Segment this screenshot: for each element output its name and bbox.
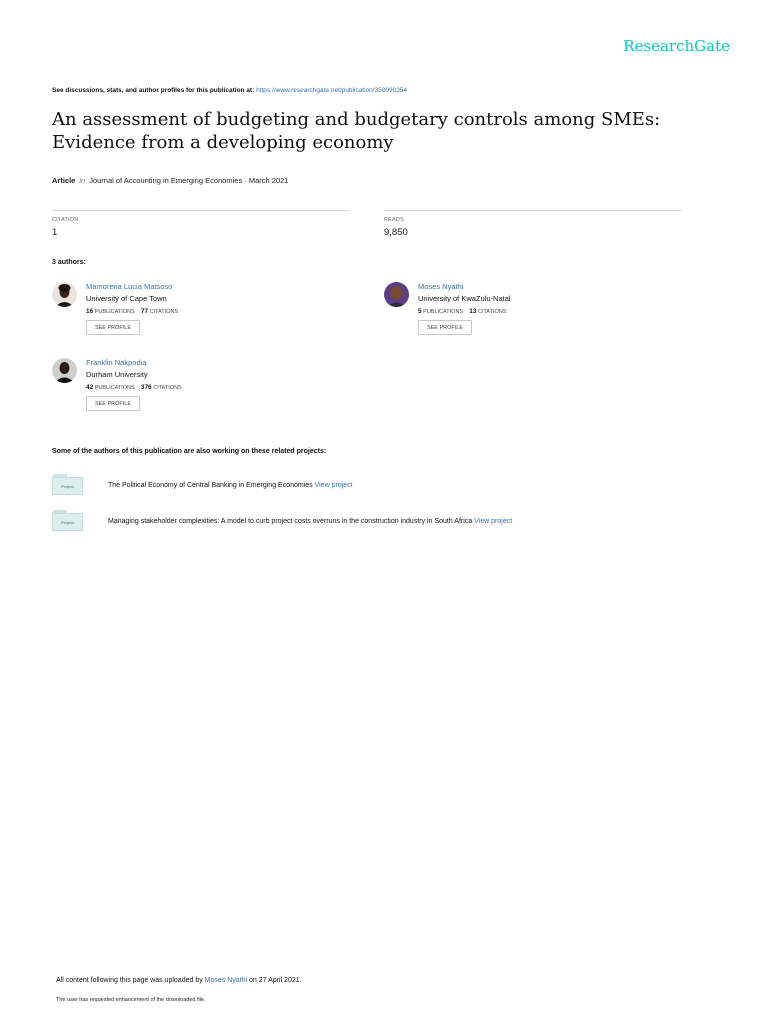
publications-count: 16 — [86, 308, 94, 315]
avatar[interactable] — [52, 282, 77, 307]
project-text — [108, 518, 512, 525]
see-profile-button[interactable]: SEE PROFILE — [418, 320, 472, 335]
project-icon-label: Project — [52, 513, 83, 531]
view-project-link[interactable]: View project — [314, 482, 353, 489]
view-project-link[interactable]: View project — [474, 518, 513, 525]
author-stats — [86, 308, 178, 315]
author-name[interactable]: Moses Nyathi — [418, 282, 464, 291]
project-text — [108, 482, 353, 489]
see-profile-button[interactable]: SEE PROFILE — [86, 320, 140, 335]
uploader-link[interactable]: Moses Nyathi — [204, 977, 248, 984]
author-institution: University of KwaZulu-Natal — [418, 294, 511, 303]
citations-label: CITATIONS — [149, 309, 179, 315]
author-stats — [86, 384, 182, 391]
author-institution: Durham University — [86, 370, 148, 379]
author-name[interactable]: Franklin Nakpodia — [86, 358, 147, 367]
citations-label: CITATIONS — [153, 385, 182, 391]
project-item — [52, 474, 752, 498]
reads-divider — [384, 210, 682, 211]
publications-count: 42 — [86, 384, 94, 391]
uploaded-suffix: on 27 April 2021. — [249, 977, 302, 984]
researchgate-logo[interactable]: ResearchGate — [623, 37, 730, 55]
citations-count: 13 — [469, 308, 477, 315]
avatar[interactable] — [52, 358, 77, 383]
publications-label: PUBLICATIONS — [423, 309, 464, 315]
reads-label: READS — [384, 217, 404, 223]
publication-url-link[interactable]: https://www.researchgate.net/publication/350090354 — [256, 87, 408, 94]
discussion-line — [52, 87, 407, 94]
project-item — [52, 510, 752, 534]
uploaded-prefix: All content following this page was uploaded by — [56, 977, 203, 984]
authors-heading: 3 authors: — [52, 259, 86, 266]
author-card — [384, 282, 684, 352]
citation-divider — [52, 210, 350, 211]
project-title: The Political Economy of Central Banking in Emerging Economies — [108, 482, 313, 489]
avatar[interactable] — [384, 282, 409, 307]
project-icon-label: Project — [52, 477, 83, 495]
publications-label: PUBLICATIONS — [94, 309, 135, 315]
request-note: The user has requested enhancement of the downloaded file. — [56, 997, 206, 1003]
publications-label: PUBLICATIONS — [94, 385, 135, 391]
publication-title: An assessment of budgeting and budgetary controls among SMEs: Evidence from a developing economy — [52, 109, 661, 153]
citations-count: 376 — [140, 384, 152, 391]
related-projects-heading: Some of the authors of this publication are also working on these related projects: — [52, 448, 327, 455]
discussion-prefix: See discussions, stats, and author profiles for this publication at: — [52, 87, 255, 94]
article-type: Article — [52, 176, 76, 185]
project-title: Managing stakeholder complexities: A model to curb project costs overruns in the construction industry in South Africa — [108, 518, 473, 525]
project-folder-icon — [52, 474, 84, 496]
author-card — [52, 358, 352, 428]
citations-count: 77 — [140, 308, 149, 315]
project-folder-icon — [52, 510, 84, 532]
uploaded-note — [56, 977, 302, 984]
citation-label: CITATION — [52, 217, 79, 223]
author-stats — [418, 308, 507, 315]
citation-count: 1 — [52, 227, 58, 238]
author-name[interactable]: Mamorena Lucia Matsoso — [86, 282, 173, 291]
publication-meta — [52, 176, 288, 185]
in-label: in — [79, 176, 86, 185]
reads-count: 9,850 — [384, 227, 408, 238]
journal-name: Journal of Accounting in Emerging Economies · March 2021 — [89, 176, 289, 185]
publications-count: 5 — [418, 308, 422, 315]
citations-label: CITATIONS — [477, 309, 507, 315]
see-profile-button[interactable]: SEE PROFILE — [86, 396, 140, 411]
author-card — [52, 282, 352, 352]
author-institution: University of Cape Town — [86, 294, 167, 303]
